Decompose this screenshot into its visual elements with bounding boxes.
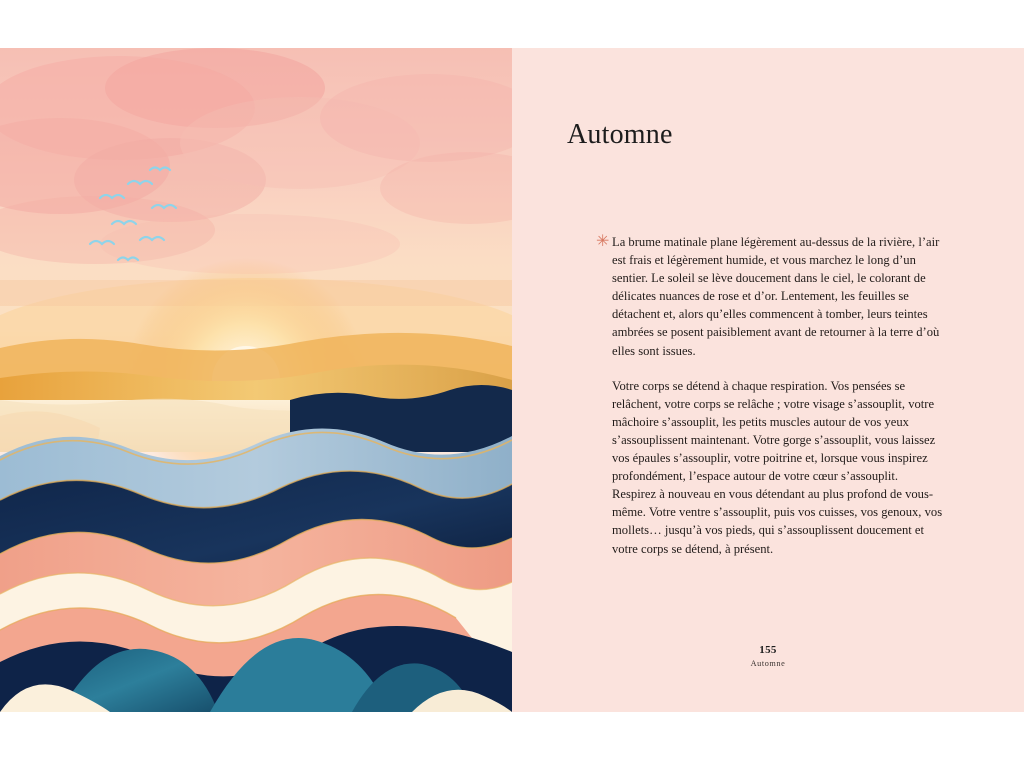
paragraph-1: [596, 233, 944, 360]
left-page-illustration: [0, 48, 512, 712]
paragraph-1-text: La brume matinale plane légèrement au-dessus de la rivière, l’air est frais et légèrement humide, et vous marchez le long d’un sentier. Le soleil se lève doucement dans le ciel, le colorant de délicates nuances de rose et d’or. Lentement, les feuilles se détachent et, alors qu’elles commencent à tomber, leurs teintes ambrées se posent paisiblement avant de retourner à la terre d’où elles sont issues.: [612, 235, 940, 358]
folio: [512, 644, 1024, 668]
sunrise-landscape-illustration: [0, 48, 512, 712]
folio-chapter-label: Automne: [750, 659, 786, 668]
right-page-text: [512, 48, 1024, 712]
page-title: Automne: [567, 118, 673, 150]
book-spread: [0, 48, 1024, 712]
paragraph-2: Votre corps se détend à chaque respiration. Vos pensées se relâchent, votre corps se relâche ; votre visage s’assouplit, votre mâchoire s’assouplit, les petits muscles autour de vos yeux s’assouplissent maintenant. Votre gorge s’assouplit, vous laissez vos épaules s’assouplir, votre poitrine et, lorsque vous inspirez profondément, l’espace autour de votre cœur s’assouplit. Respirez à nouveau en vous détendant au plus profond de vous-même. Votre ventre s’assouplit, puis vos cuisses, vos genoux, vos mollets… jusqu’à vos pieds, qui s’assouplissent doucement et votre corps se détend, à présent.: [612, 378, 943, 556]
asterisk-icon: ✳: [596, 233, 610, 250]
page-number: 155: [759, 644, 777, 656]
body-text: [596, 233, 944, 558]
illustration-svg: [0, 48, 512, 712]
